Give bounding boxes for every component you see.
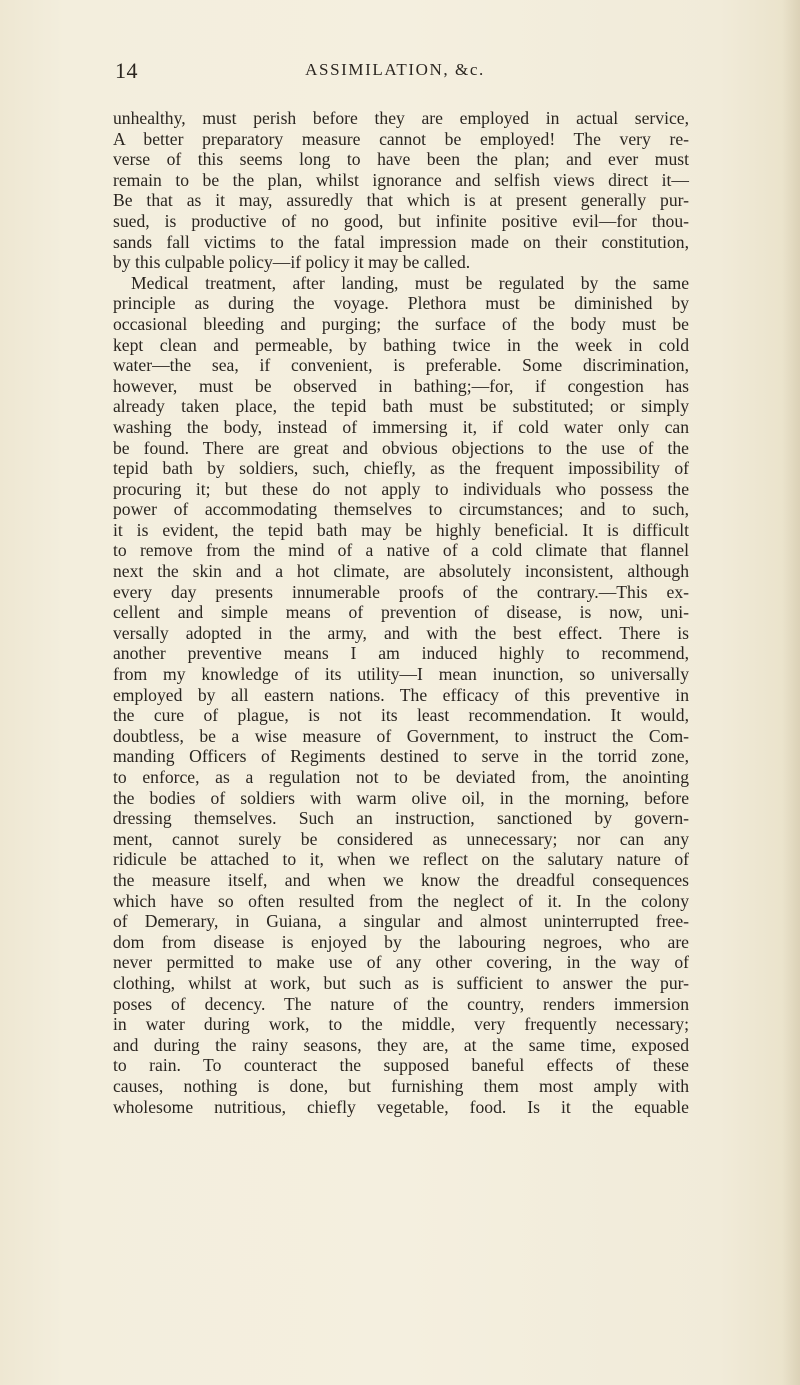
text-line: principle as during the voyage. Plethora must be diminished by [113,293,689,314]
text-line: sued, is productive of no good, but infinite positive evil—for thou- [113,210,689,231]
text-line: causes, nothing is done, but furnishing them most amply with [113,1075,689,1096]
text-line: to enforce, as a regulation not to be deviated from, the anointing [113,767,689,787]
text-line: unhealthy, must perish before they are employed in actual service, [113,108,689,128]
page-header [115,58,675,88]
text-line: poses of decency. The nature of the country, renders immersion [113,993,689,1014]
text-line: water—the sea, if convenient, is preferable. Some discrimination, [113,355,689,376]
text-line: and during the rainy seasons, they are, at the same time, exposed [113,1034,689,1055]
text-line: to remove from the mind of a native of a cold climate that flannel [113,540,689,561]
text-line: cellent and simple means of prevention of disease, is now, uni- [113,602,689,623]
text-line: verse of this seems long to have been the plan; and ever must [113,149,689,170]
text-line: sands fall victims to the fatal impression made on their constitution, [113,231,689,252]
text-line: dom from disease is enjoyed by the labouring negroes, who are [113,931,689,952]
text-line: washing the body, instead of immersing it, if cold water only can [113,416,689,437]
text-line: already taken place, the tepid bath must be substituted; or simply [113,396,689,417]
text-line: ridicule be attached to it, when we reflect on the salutary nature of [113,849,689,870]
text-line: of Demerary, in Guiana, a singular and almost uninterrupted free- [113,911,689,932]
text-line: Medical treatment, after landing, must be regulated by the same [131,272,689,293]
text-line: versally adopted in the army, and with the best effect. There is [113,622,689,643]
body-text [113,108,689,1117]
text-line: power of accommodating themselves to circumstances; and to such, [113,499,689,520]
text-line: tepid bath by soldiers, such, chiefly, as the frequent impossibility of [113,458,689,479]
text-line: it is evident, the tepid bath may be highly beneficial. It is difficult [113,519,689,540]
text-line: the cure of plague, is not its least recommendation. It would, [113,705,689,726]
text-line: to rain. To counteract the supposed baneful effects of these [113,1055,689,1076]
text-line: clothing, whilst at work, but such as is sufficient to answer the pur- [113,972,689,993]
text-line: ment, cannot surely be considered as unnecessary; nor can any [113,828,689,849]
text-line: procuring it; but these do not apply to individuals who possess the [113,478,689,499]
text-line: kept clean and permeable, by bathing twice in the week in cold [113,334,689,355]
text-line: from my knowledge of its utility—I mean inunction, so universally [113,664,689,685]
text-line: be found. There are great and obvious objections to the use of the [113,437,689,458]
text-line: remain to be the plan, whilst ignorance and selfish views direct it— [113,169,689,190]
text-line: dressing themselves. Such an instruction, sanctioned by govern- [113,808,689,829]
text-line: employed by all eastern nations. The efficacy of this preventive in [113,684,689,705]
text-line: another preventive means I am induced highly to recommend, [113,643,689,664]
text-line: the bodies of soldiers with warm olive oil, in the morning, before [113,787,689,808]
page-edge-shadow [782,0,800,1385]
text-line: manding Officers of Regiments destined to serve in the torrid zone, [113,746,689,767]
text-line: however, must be observed in bathing;—for, if congestion has [113,375,689,396]
running-head: ASSIMILATION, &c. [305,60,485,79]
text-line: never permitted to make use of any other covering, in the way of [113,952,689,973]
page-number: 14 [115,58,138,83]
text-line: in water during work, to the middle, very frequently necessary; [113,1014,689,1035]
text-line: Be that as it may, assuredly that which is at present generally pur- [113,190,689,211]
text-line: next the skin and a hot climate, are absolutely inconsistent, although [113,561,689,582]
text-line: by this culpable policy—if policy it may be called. [113,252,471,273]
text-line: doubtless, be a wise measure of Government, to instruct the Com- [113,725,689,746]
text-line: A better preparatory measure cannot be employed! The very re- [113,128,689,149]
text-line: wholesome nutritious, chiefly vegetable, food. Is it the equable [113,1096,689,1117]
text-line: which have so often resulted from the neglect of it. In the colony [113,890,689,911]
text-line: every day presents innumerable proofs of the contrary.—This ex- [113,581,689,602]
text-line: the measure itself, and when we know the dreadful consequences [113,869,689,890]
text-line: occasional bleeding and purging; the surface of the body must be [113,313,689,334]
